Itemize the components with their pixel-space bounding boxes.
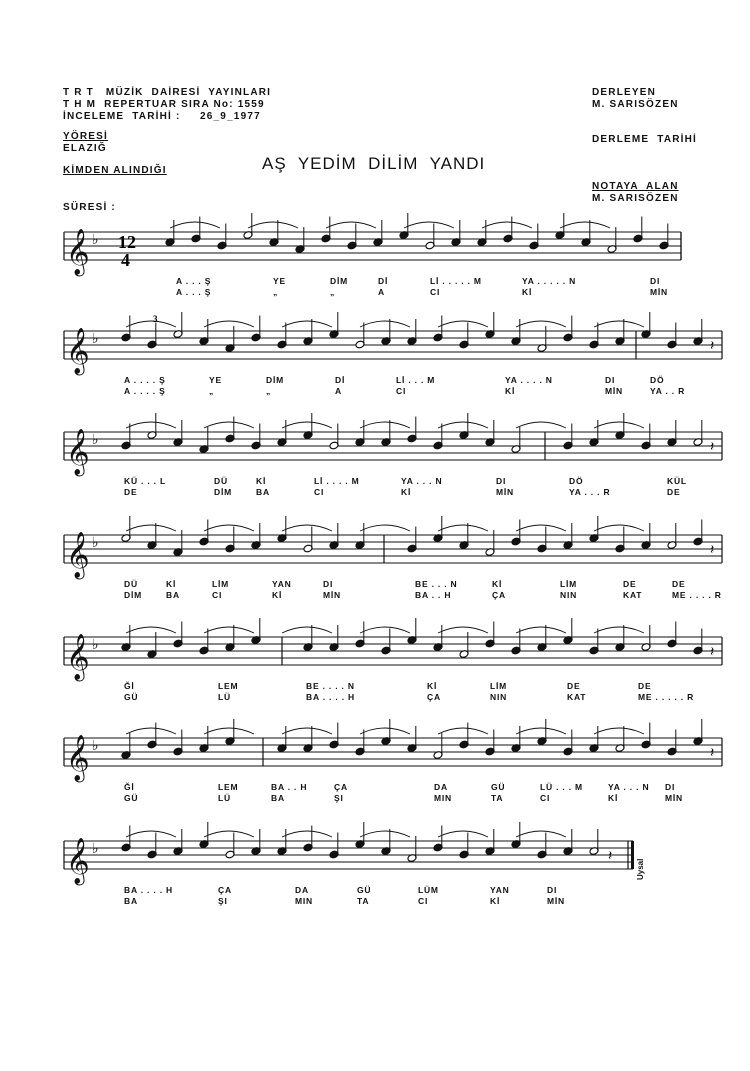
lyric-syllable: DÖ bbox=[569, 476, 584, 486]
lyric-syllable: Dİ bbox=[378, 276, 389, 286]
lyric-syllable: DÜ bbox=[124, 579, 138, 589]
slur bbox=[594, 525, 644, 531]
slur bbox=[282, 422, 332, 428]
treble-clef-icon: 𝄞 bbox=[66, 429, 90, 475]
lyric-syllable: ÇA bbox=[427, 692, 441, 702]
region-label: YÖRESİ bbox=[63, 131, 108, 142]
lyric-syllable: DİM bbox=[214, 487, 232, 497]
notation-label: NOTAYA ALAN bbox=[592, 181, 679, 192]
slur bbox=[326, 222, 376, 228]
lyric-syllable: BA bbox=[166, 590, 180, 600]
lyric-syllable: BA bbox=[256, 487, 270, 497]
lyric-syllable: YA . . . N bbox=[401, 476, 443, 486]
lyric-syllable: BA bbox=[271, 793, 285, 803]
lyric-syllable: Kİ bbox=[401, 487, 412, 497]
lyric-syllable: DA bbox=[295, 885, 309, 895]
region-value: ELAZIĞ bbox=[63, 143, 107, 154]
lyric-syllable: Kİ bbox=[505, 386, 516, 396]
lyric-syllable: Ğİ bbox=[124, 681, 135, 691]
lyric-syllable: A bbox=[378, 287, 385, 297]
rest-icon: 𝄽 bbox=[710, 338, 715, 354]
rest-icon: 𝄽 bbox=[608, 848, 613, 864]
lyric-syllable: DE bbox=[638, 681, 652, 691]
slur bbox=[126, 422, 176, 428]
publisher-line-2: T H M REPERTUAR SIRA No: 1559 bbox=[63, 99, 265, 110]
lyric-syllable: DE bbox=[124, 487, 138, 497]
lyric-syllable: BA bbox=[124, 896, 138, 906]
slur bbox=[438, 728, 488, 734]
lyric-syllable: YA . . . . . N bbox=[522, 276, 577, 286]
lyric-syllable: ŞI bbox=[334, 793, 344, 803]
lyric-syllable: Kİ bbox=[427, 681, 438, 691]
lyric-syllable: LÜ bbox=[218, 793, 231, 803]
lyric-syllable: CI bbox=[540, 793, 551, 803]
slur bbox=[594, 627, 644, 633]
slur bbox=[126, 321, 176, 327]
lyric-syllable: BA . . . . H bbox=[306, 692, 355, 702]
review-date-value: 26_9_1977 bbox=[200, 111, 261, 122]
lyric-syllable: A . . . Ş bbox=[176, 287, 212, 297]
rest-icon: 𝄽 bbox=[710, 644, 715, 660]
treble-clef-icon: 𝄞 bbox=[66, 735, 90, 781]
lyric-syllable: LİM bbox=[212, 579, 230, 589]
slur bbox=[282, 627, 332, 633]
slur bbox=[126, 525, 176, 531]
rest-icon: 𝄽 bbox=[710, 542, 715, 558]
key-flat-icon: ♭ bbox=[92, 841, 99, 857]
slur bbox=[126, 831, 176, 837]
slur bbox=[438, 831, 488, 837]
slur bbox=[438, 627, 488, 633]
lyric-syllable: YA . . . R bbox=[569, 487, 611, 497]
slur bbox=[282, 831, 332, 837]
lyric-syllable: YA . . . N bbox=[608, 782, 650, 792]
staff-system bbox=[64, 838, 634, 886]
treble-clef-icon: 𝄞 bbox=[66, 838, 90, 884]
lyric-syllable: TA bbox=[357, 896, 370, 906]
lyric-syllable: DI bbox=[605, 375, 616, 385]
lyric-syllable: YA . . . . N bbox=[505, 375, 553, 385]
slur bbox=[126, 627, 176, 633]
lyric-syllable: GÜ bbox=[491, 782, 506, 792]
lyric-syllable: YA . . R bbox=[650, 386, 686, 396]
rest-icon: 𝄽 bbox=[710, 439, 715, 455]
lyric-syllable: TA bbox=[491, 793, 504, 803]
lyric-syllable: Kİ bbox=[272, 590, 283, 600]
key-flat-icon: ♭ bbox=[92, 232, 99, 248]
lyric-syllable: MİN bbox=[650, 287, 668, 297]
treble-clef-icon: 𝄞 bbox=[66, 229, 90, 275]
lyric-syllable: ŞI bbox=[218, 896, 228, 906]
lyric-syllable: DA bbox=[434, 782, 448, 792]
slur bbox=[204, 728, 254, 734]
slur bbox=[360, 831, 410, 837]
lyric-syllable: MİN bbox=[547, 896, 565, 906]
key-flat-icon: ♭ bbox=[92, 637, 99, 653]
lyric-syllable: DE bbox=[567, 681, 581, 691]
lyric-syllable: CI bbox=[430, 287, 441, 297]
lyric-syllable: LEM bbox=[218, 782, 239, 792]
song-title: AŞ YEDİM DİLİM YANDI bbox=[262, 154, 486, 173]
slur bbox=[516, 321, 566, 327]
lyric-syllable: KÜ . . . L bbox=[124, 476, 166, 486]
lyric-syllable: DI bbox=[650, 276, 661, 286]
lyric-syllable: „ bbox=[273, 287, 279, 297]
signature-uysal: Uysal bbox=[636, 858, 645, 880]
slur bbox=[204, 422, 254, 428]
time-signature-top: 12 bbox=[118, 232, 136, 252]
final-barline bbox=[631, 841, 634, 869]
lyric-syllable: BA . . H bbox=[271, 782, 308, 792]
lyrics bbox=[124, 276, 722, 906]
slur bbox=[360, 728, 410, 734]
slur bbox=[360, 321, 410, 327]
lyric-syllable: DÜ bbox=[214, 476, 228, 486]
lyric-syllable: DÖ bbox=[650, 375, 665, 385]
lyric-syllable: LÜM bbox=[418, 885, 439, 895]
tuplet-number: 3 bbox=[153, 314, 158, 324]
slur bbox=[360, 627, 410, 633]
lyric-syllable: MIN bbox=[434, 793, 452, 803]
duration-label: SÜRESİ : bbox=[63, 202, 116, 213]
lyric-syllable: CI bbox=[212, 590, 223, 600]
lyric-syllable: Kİ bbox=[490, 896, 501, 906]
lyric-syllable: Lİ . . . M bbox=[396, 375, 436, 385]
lyric-syllable: Kİ bbox=[522, 287, 533, 297]
source-label: KİMDEN ALINDIĞI bbox=[63, 165, 167, 176]
lyric-syllable: A . . . . Ş bbox=[124, 386, 166, 396]
lyric-syllable: CI bbox=[314, 487, 325, 497]
lyric-syllable: Ğİ bbox=[124, 782, 135, 792]
compiler-value: M. SARISÖZEN bbox=[592, 99, 679, 110]
key-flat-icon: ♭ bbox=[92, 331, 99, 347]
key-flat-icon: ♭ bbox=[92, 432, 99, 448]
lyric-syllable: BA . . . . H bbox=[124, 885, 173, 895]
slur bbox=[282, 321, 332, 327]
lyric-syllable: GÜ bbox=[124, 793, 139, 803]
lyric-syllable: ÇA bbox=[218, 885, 232, 895]
lyric-syllable: MİN bbox=[323, 590, 341, 600]
lyric-syllable: A . . . Ş bbox=[176, 276, 212, 286]
compiler-label: DERLEYEN bbox=[592, 87, 657, 98]
lyric-syllable: Kİ bbox=[608, 793, 619, 803]
lyric-syllable: MIN bbox=[295, 896, 313, 906]
slur bbox=[516, 831, 566, 837]
lyric-syllable: BE . . . . N bbox=[306, 681, 355, 691]
slur bbox=[126, 728, 176, 734]
slur bbox=[516, 422, 566, 428]
lyric-syllable: NIN bbox=[560, 590, 578, 600]
key-flat-icon: ♭ bbox=[92, 738, 99, 754]
lyric-syllable: Kİ bbox=[492, 579, 503, 589]
lyric-syllable: CI bbox=[418, 896, 429, 906]
review-date-label: İNCELEME TARİHİ : bbox=[63, 111, 181, 122]
lyric-syllable: Lİ . . . . . M bbox=[430, 276, 482, 286]
lyric-syllable: CI bbox=[396, 386, 407, 396]
lyric-syllable: BE . . . N bbox=[415, 579, 458, 589]
slur bbox=[438, 525, 488, 531]
lyric-syllable: KAT bbox=[567, 692, 587, 702]
lyric-syllable: MİN bbox=[496, 487, 514, 497]
compile-date-label: DERLEME TARİHİ bbox=[592, 134, 698, 145]
lyric-syllable: A . . . . Ş bbox=[124, 375, 166, 385]
slur bbox=[204, 321, 254, 327]
slur bbox=[438, 422, 488, 428]
slur bbox=[560, 222, 610, 228]
lyric-syllable: ÇA bbox=[334, 782, 348, 792]
lyric-syllable: LİM bbox=[490, 681, 508, 691]
staff-system bbox=[64, 229, 681, 277]
treble-clef-icon: 𝄞 bbox=[66, 634, 90, 680]
slur bbox=[204, 627, 254, 633]
slur bbox=[360, 422, 410, 428]
lyric-syllable: MİN bbox=[665, 793, 683, 803]
lyric-syllable: ÇA bbox=[492, 590, 506, 600]
lyric-syllable: GÜ bbox=[357, 885, 372, 895]
slur bbox=[516, 627, 566, 633]
lyric-syllable: ME . . . . . R bbox=[638, 692, 695, 702]
slur bbox=[594, 321, 644, 327]
treble-clef-icon: 𝄞 bbox=[66, 532, 90, 578]
lyric-syllable: BA . . H bbox=[415, 590, 452, 600]
slur bbox=[482, 222, 532, 228]
lyric-syllable: YE bbox=[209, 375, 222, 385]
notation-value: M. SARISÖZEN bbox=[592, 193, 679, 204]
lyric-syllable: LİM bbox=[560, 579, 578, 589]
lyric-syllable: YE bbox=[273, 276, 286, 286]
lyric-syllable: DE bbox=[667, 487, 681, 497]
slur bbox=[594, 422, 644, 428]
lyric-syllable: DI bbox=[665, 782, 676, 792]
lyric-syllable: LEM bbox=[218, 681, 239, 691]
lyric-syllable: A bbox=[335, 386, 342, 396]
lyric-syllable: DİM bbox=[266, 375, 284, 385]
lyric-syllable: LÜ bbox=[218, 692, 231, 702]
lyric-syllable: YAN bbox=[272, 579, 292, 589]
slur bbox=[438, 321, 488, 327]
slur bbox=[282, 728, 332, 734]
lyric-syllable: LÜ . . . M bbox=[540, 782, 583, 792]
slur bbox=[204, 831, 254, 837]
lyric-syllable: DE bbox=[623, 579, 637, 589]
lyric-syllable: DI bbox=[547, 885, 558, 895]
lyric-syllable: „ bbox=[330, 287, 336, 297]
treble-clef-icon: 𝄞 bbox=[66, 328, 90, 374]
slur bbox=[516, 728, 566, 734]
publisher-line-1: T R T MÜZİK DAİRESİ YAYINLARI bbox=[63, 87, 272, 98]
time-signature-bottom: 4 bbox=[121, 250, 130, 270]
lyric-syllable: Dİ bbox=[335, 375, 346, 385]
lyric-syllable: DİM bbox=[330, 276, 348, 286]
key-flat-icon: ♭ bbox=[92, 535, 99, 551]
lyric-syllable: „ bbox=[266, 386, 272, 396]
rest-icon: 𝄽 bbox=[710, 745, 715, 761]
lyric-syllable: YAN bbox=[490, 885, 510, 895]
lyric-syllable: Lİ . . . . M bbox=[314, 476, 360, 486]
slur bbox=[248, 222, 298, 228]
lyric-syllable: GÜ bbox=[124, 692, 139, 702]
lyric-syllable: DI bbox=[323, 579, 334, 589]
lyric-syllable: NIN bbox=[490, 692, 508, 702]
lyric-syllable: ME . . . . R bbox=[672, 590, 722, 600]
slur bbox=[516, 525, 566, 531]
slur bbox=[170, 222, 220, 228]
lyric-syllable: DE bbox=[672, 579, 686, 589]
slur bbox=[282, 525, 332, 531]
slur bbox=[360, 525, 410, 531]
lyric-syllable: KAT bbox=[623, 590, 643, 600]
lyric-syllable: KÜL bbox=[667, 476, 687, 486]
slur bbox=[204, 525, 254, 531]
lyric-syllable: Kİ bbox=[166, 579, 177, 589]
lyric-syllable: „ bbox=[209, 386, 215, 396]
lyric-syllable: MİN bbox=[605, 386, 623, 396]
slur bbox=[404, 222, 454, 228]
lyric-syllable: DI bbox=[496, 476, 507, 486]
lyric-syllable: Kİ bbox=[256, 476, 267, 486]
lyric-syllable: DİM bbox=[124, 590, 142, 600]
slur bbox=[594, 728, 644, 734]
